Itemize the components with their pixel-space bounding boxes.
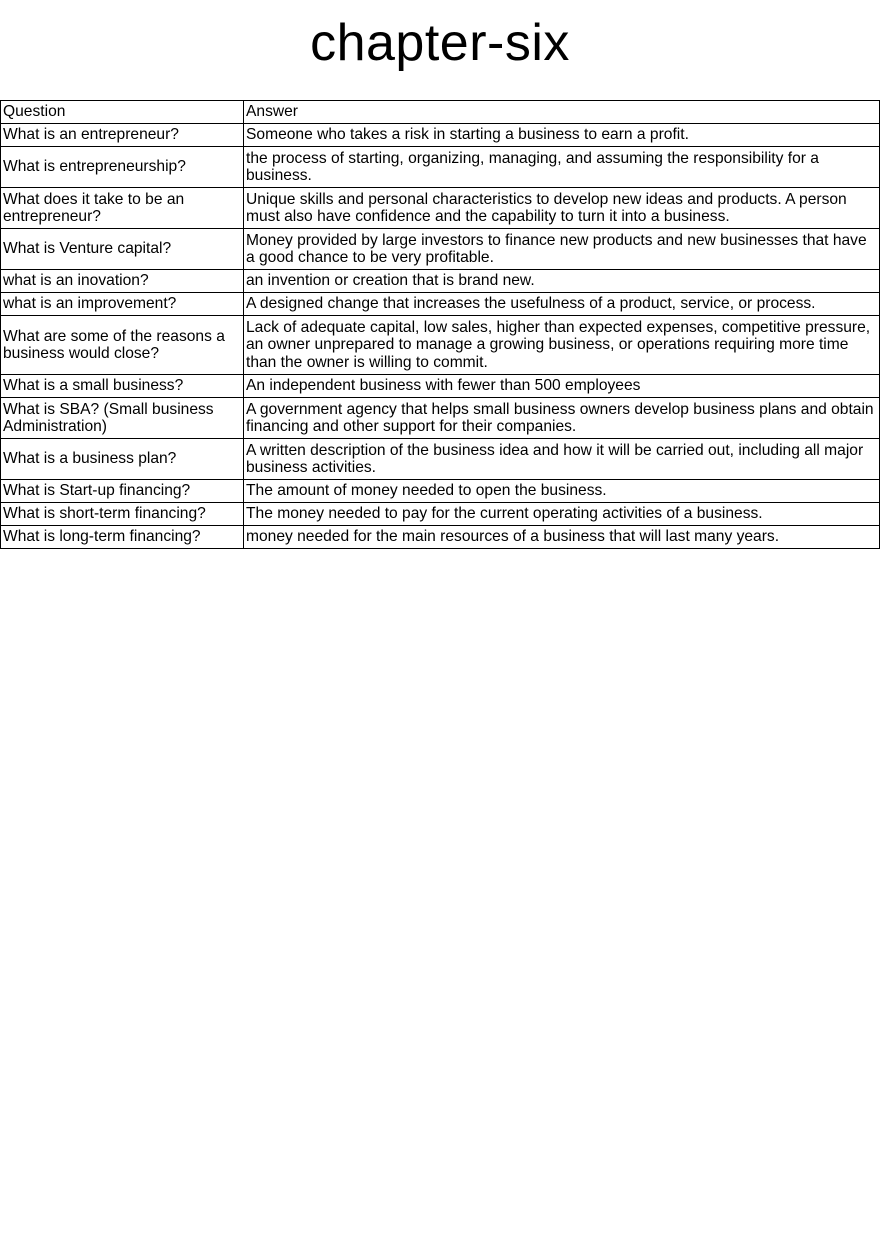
answer-cell: A designed change that increases the usefulness of a product, service, or process. xyxy=(244,293,880,316)
question-cell: What is an entrepreneur? xyxy=(1,124,244,147)
question-cell: What is Venture capital? xyxy=(1,229,244,270)
question-cell: What is entrepreneurship? xyxy=(1,147,244,188)
answer-cell: An independent business with fewer than 500 employees xyxy=(244,375,880,398)
table-row xyxy=(1,147,880,188)
question-cell: What is short-term financing? xyxy=(1,503,244,526)
table-row xyxy=(1,375,880,398)
table-row xyxy=(1,439,880,480)
table-row xyxy=(1,124,880,147)
answer-cell: the process of starting, organizing, managing, and assuming the responsibility for a business. xyxy=(244,147,880,188)
answer-cell: The money needed to pay for the current operating activities of a business. xyxy=(244,503,880,526)
question-cell: What is a small business? xyxy=(1,375,244,398)
question-cell: What is SBA? (Small business Administration) xyxy=(1,398,244,439)
question-cell: What does it take to be an entrepreneur? xyxy=(1,188,244,229)
page-title: chapter-six xyxy=(310,14,570,72)
table-row xyxy=(1,188,880,229)
table-row xyxy=(1,229,880,270)
answer-cell: Lack of adequate capital, low sales, higher than expected expenses, competitive pressure, an owner unprepared to manage a growing business, or operations requiring more time than the owner is willing to commit. xyxy=(244,316,880,375)
answer-cell: an invention or creation that is brand new. xyxy=(244,270,880,293)
question-cell: What are some of the reasons a business would close? xyxy=(1,316,244,375)
table-row xyxy=(1,398,880,439)
header-question: Question xyxy=(1,101,244,124)
question-cell: what is an improvement? xyxy=(1,293,244,316)
question-cell: What is long-term financing? xyxy=(1,526,244,549)
answer-cell: A government agency that helps small business owners develop business plans and obtain financing and other support for their companies. xyxy=(244,398,880,439)
answer-cell: Unique skills and personal characteristics to develop new ideas and products. A person must also have confidence and the capability to turn it into a business. xyxy=(244,188,880,229)
table-row xyxy=(1,293,880,316)
table-row xyxy=(1,316,880,375)
answer-cell: Money provided by large investors to finance new products and new businesses that have a good chance to be very profitable. xyxy=(244,229,880,270)
question-cell: What is Start-up financing? xyxy=(1,480,244,503)
question-cell: what is an inovation? xyxy=(1,270,244,293)
table-row xyxy=(1,503,880,526)
table-row xyxy=(1,526,880,549)
question-cell: What is a business plan? xyxy=(1,439,244,480)
answer-cell: Someone who takes a risk in starting a business to earn a profit. xyxy=(244,124,880,147)
table-row xyxy=(1,480,880,503)
table-header-row xyxy=(1,101,880,124)
answer-cell: money needed for the main resources of a business that will last many years. xyxy=(244,526,880,549)
qa-table xyxy=(0,100,880,549)
answer-cell: The amount of money needed to open the business. xyxy=(244,480,880,503)
table-row xyxy=(1,270,880,293)
answer-cell: A written description of the business idea and how it will be carried out, including all major business activities. xyxy=(244,439,880,480)
header-answer: Answer xyxy=(244,101,880,124)
